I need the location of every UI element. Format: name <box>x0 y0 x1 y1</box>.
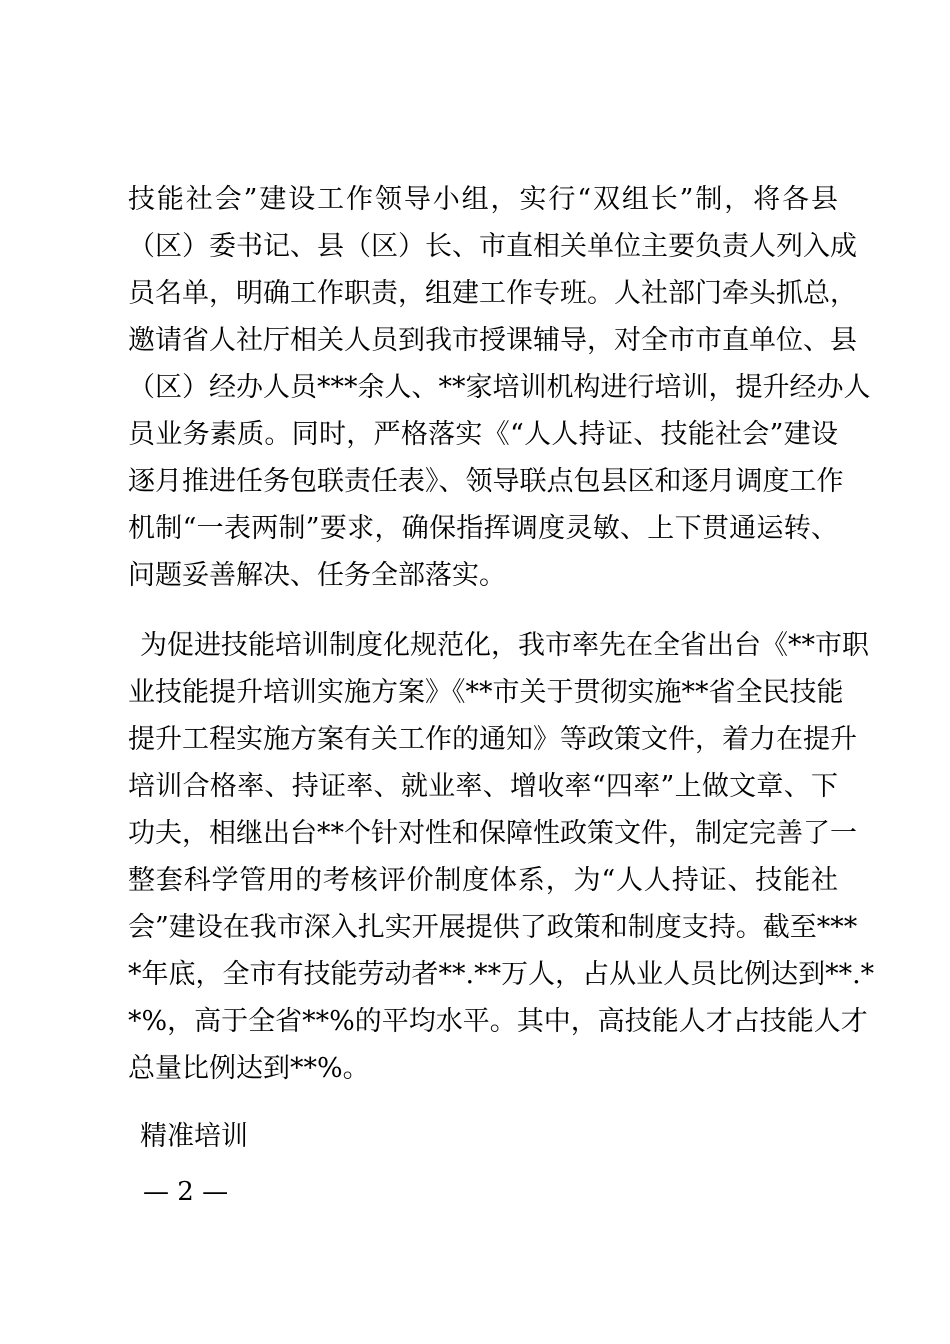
paragraph-line: 技能社会”建设工作领导小组，实行“双组长”制，将各县 <box>128 184 838 215</box>
paragraph-line: 业技能提升培训实施方案》《**市关于贯彻实施**省全民技能 <box>128 677 844 708</box>
paragraph-line: *年底，全市有技能劳动者**.**万人，占从业人员比例达到**.* <box>128 959 875 990</box>
page-number: — 2 — <box>143 1177 229 1207</box>
paragraph-line: 培训合格率、持证率、就业率、增收率“四率”上做文章、下 <box>128 771 838 802</box>
paragraph-line: 逐月推进任务包联责任表》、领导联点包县区和逐月调度工作 <box>128 466 844 497</box>
paragraph-line: 机制“一表两制”要求，确保指挥调度灵敏、上下贯通运转、 <box>128 513 838 544</box>
paragraph-line: *%，高于全省**%的平均水平。其中，高技能人才占技能人才 <box>128 1006 868 1037</box>
paragraph-line: 员业务素质。同时，严格落实《“人人持证、技能社会”建设 <box>128 419 838 450</box>
paragraph-line: 提升工程实施方案有关工作的通知》等政策文件，着力在提升 <box>128 724 857 755</box>
paragraph-line: 员名单，明确工作职责，组建工作专班。人社部门牵头抓总， <box>128 278 857 309</box>
paragraph-line: 问题妥善解决、任务全部落实。 <box>128 560 506 591</box>
paragraph-line: 邀请省人社厅相关人员到我市授课辅导，对全市市直单位、县 <box>128 325 857 356</box>
paragraph-line: 会”建设在我市深入扎实开展提供了政策和制度支持。截至*** <box>128 912 858 943</box>
paragraph-line: 总量比例达到**%。 <box>128 1053 370 1084</box>
paragraph-line: 为促进技能培训制度化规范化，我市率先在全省出台《**市职 <box>140 630 869 661</box>
paragraph-line: 功夫，相继出台**个针对性和保障性政策文件，制定完善了一 <box>128 818 857 849</box>
paragraph-line: 整套科学管用的考核评价制度体系，为“人人持证、技能社 <box>128 865 838 896</box>
paragraph-line: （区）经办人员***余人、**家培训机构进行培训，提升经办人 <box>128 372 871 403</box>
paragraph-line: （区）委书记、县（区）长、市直相关单位主要负责人列入成 <box>128 231 857 262</box>
section-heading: 精准培训 <box>140 1121 248 1152</box>
